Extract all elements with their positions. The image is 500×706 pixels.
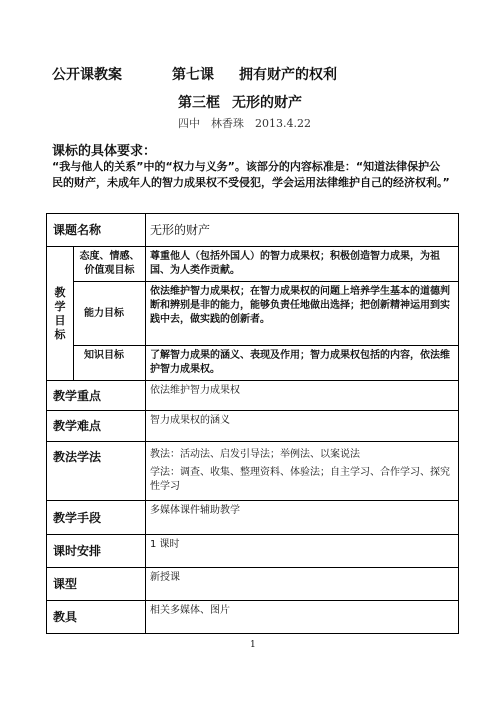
- topic-value: 无形的财产: [146, 214, 459, 247]
- type-label: 课型: [47, 568, 146, 601]
- requirements-title: 课标的具体要求：: [52, 144, 157, 159]
- goal-value-knowledge: 了解智力成果的涵义、表现及作用；智力成果权包括的内容，依法维护智力成果权。: [146, 346, 459, 381]
- row-type: [47, 568, 459, 601]
- row-hours: [47, 535, 459, 568]
- means-label: 教学手段: [47, 501, 146, 535]
- row-focus: [47, 381, 459, 411]
- page-number: 1: [250, 640, 256, 650]
- methods-teach: 教法：活动法、启发引导法；举例法、以案说法: [150, 449, 360, 460]
- frame-number: 第三框: [178, 95, 220, 111]
- requirements-text: “我与他人的关系”中的“权力与义务”。该部分的内容标准是：“知道法律保护公民的财产，未成年人的智力成果权不受侵犯，学会运用法律维护自己的经济权利。”: [52, 160, 450, 189]
- row-means: [47, 501, 459, 535]
- hours-label: 课时安排: [47, 535, 146, 568]
- goal-label-attitude: 态度、情感、价值观目标: [74, 247, 146, 282]
- lesson-number: 第七课: [172, 67, 214, 83]
- row-goal-attitude: [47, 247, 459, 282]
- doc-label: 公开课教案: [52, 67, 122, 83]
- difficulty-label: 教学难点: [47, 411, 146, 442]
- goal-label-knowledge: 知识目标: [74, 346, 146, 381]
- lesson-title: 拥有财产的权利: [239, 67, 337, 83]
- goals-label: 教学目标: [47, 247, 74, 381]
- goal-value-attitude: 尊重他人（包括外国人）的智力成果权；积极创造智力成果，为祖国、为人类作贡献。: [146, 247, 459, 282]
- tools-label: 教具: [47, 601, 146, 634]
- row-methods: [47, 442, 459, 501]
- difficulty-value: 智力成果权的涵义: [146, 411, 459, 442]
- hours-value: 1 课时: [146, 535, 459, 568]
- frame-heading: [178, 92, 302, 112]
- lesson-plan-table: [46, 213, 459, 634]
- row-topic: [47, 214, 459, 247]
- goal-value-ability: 依法维护智力成果权；在智力成果权的问题上培养学生基本的道德判断和辨别是非的能力，能够负责任地做出选择；把创新精神运用到实践中去，做实践的创新者。: [146, 282, 459, 346]
- type-value: 新授课: [146, 568, 459, 601]
- methods-value: [146, 442, 459, 501]
- row-goal-knowledge: [47, 346, 459, 381]
- row-goal-ability: [47, 282, 459, 346]
- focus-label: 教学重点: [47, 381, 146, 411]
- row-tools: [47, 601, 459, 634]
- methods-learn: 学法：调查、收集、整理资料、体验法；自主学习、合作学习、探究性学习: [150, 467, 450, 492]
- topic-label: 课题名称: [47, 214, 146, 247]
- focus-value: 依法维护智力成果权: [146, 381, 459, 411]
- author-line: 四中 林香珠 2013.4.22: [178, 117, 311, 130]
- row-difficulty: [47, 411, 459, 442]
- methods-label: 教法学法: [47, 442, 146, 501]
- tools-value: 相关多媒体、图片: [146, 601, 459, 634]
- goal-label-ability: 能力目标: [74, 282, 146, 346]
- frame-title: 无形的财产: [232, 95, 302, 111]
- means-value: 多媒体课件辅助教学: [146, 501, 459, 535]
